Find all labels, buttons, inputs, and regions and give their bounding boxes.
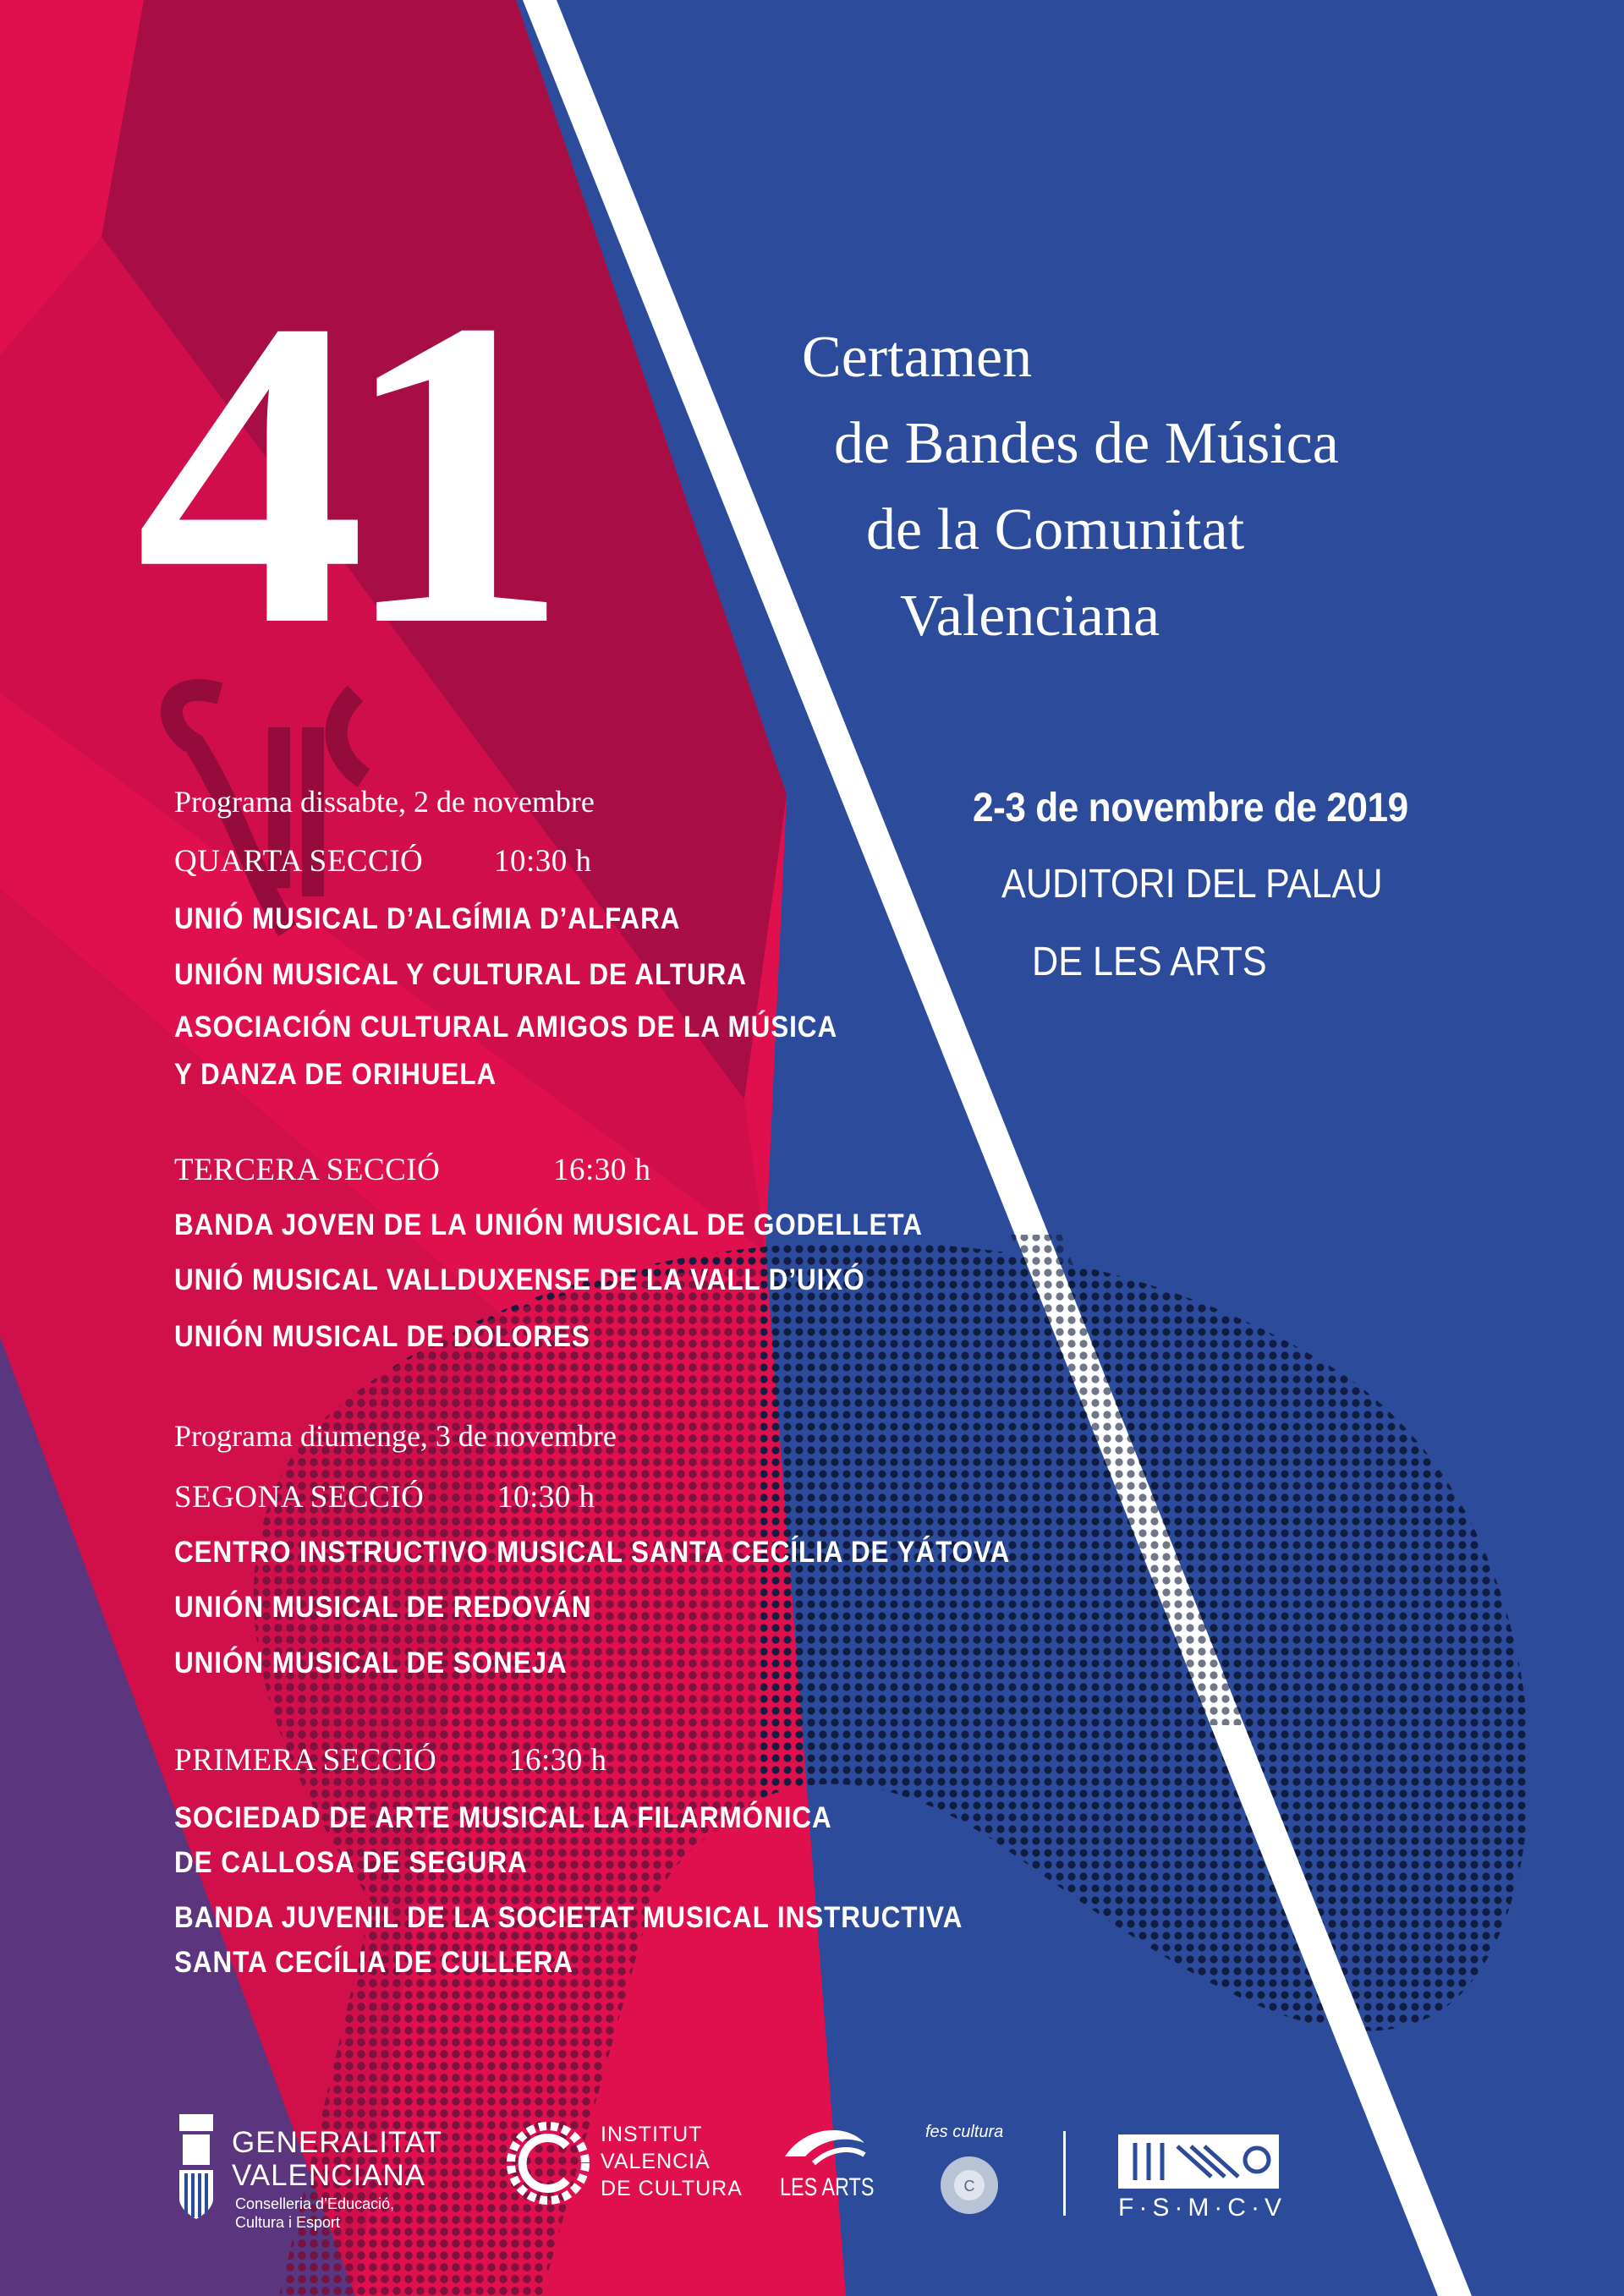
band-name: CENTRO INSTRUCTIVO MUSICAL SANTA CECÍLIA DE YÁTOVA	[174, 1536, 1011, 1569]
ivc-logo-icon	[504, 2119, 592, 2207]
section-primera	[174, 1742, 614, 1778]
ivc-name-line-2: VALENCIÀ	[601, 2150, 710, 2173]
gva-department-line-2: Cultura i Esport	[235, 2214, 341, 2231]
band-name: UNIÓN MUSICAL Y CULTURAL DE ALTURA	[174, 958, 747, 991]
ivc-name-line-3: DE CULTURA	[601, 2177, 743, 2200]
gva-name-line-1: GENERALITAT	[232, 2126, 442, 2159]
section-label: TERCERA SECCIÓ	[174, 1153, 441, 1187]
band-name: Y DANZA DE ORIHUELA	[174, 1058, 497, 1091]
edition-number: 41	[135, 230, 544, 716]
section-time: 16:30 h	[553, 1153, 651, 1187]
title-line-1: Certamen	[802, 325, 1033, 390]
band-name: UNIÓN MUSICAL DE DOLORES	[174, 1320, 590, 1353]
fes-cultura-label: fes cultura	[925, 2123, 1004, 2141]
saturday-heading: Programa dissabte, 2 de novembre	[174, 785, 595, 819]
section-time: 10:30 h	[494, 844, 592, 879]
fsmcv-emblem-icon	[1118, 2134, 1279, 2189]
band-name: UNIÓN MUSICAL DE REDOVÁN	[174, 1591, 592, 1624]
band-name: UNIÓN MUSICAL DE SONEJA	[174, 1647, 568, 1680]
title-line-2: de Bandes de Música	[834, 411, 1339, 476]
title-line-4: Valenciana	[900, 584, 1160, 649]
band-name: ASOCIACIÓN CULTURAL AMIGOS DE LA MÚSICA	[174, 1011, 838, 1044]
title-line-3: de la Comunitat	[866, 497, 1245, 562]
section-label: PRIMERA SECCIÓ	[174, 1743, 437, 1778]
fsmcv-label: F·S·M·C·V	[1118, 2194, 1287, 2222]
gva-department-line-1: Conselleria d’Educació,	[235, 2195, 395, 2212]
section-tercera	[174, 1152, 682, 1188]
generalitat-crest-icon	[174, 2106, 218, 2222]
band-name: UNIÓ MUSICAL D’ALGÍMIA D’ALFARA	[174, 902, 681, 935]
sunday-heading: Programa diumenge, 3 de novembre	[174, 1419, 617, 1453]
band-name: DE CALLOSA DE SEGURA	[174, 1846, 528, 1879]
section-segona	[174, 1479, 614, 1515]
band-name: SANTA CECÍLIA DE CULLERA	[174, 1946, 573, 1979]
svg-text:C: C	[963, 2178, 975, 2195]
band-name: SOCIEDAD DE ARTE MUSICAL LA FILARMÓNICA	[174, 1801, 832, 1834]
band-name: BANDA JUVENIL DE LA SOCIETAT MUSICAL INSTRUCTIVA	[174, 1901, 963, 1934]
band-name: UNIÓ MUSICAL VALLDUXENSE DE LA VALL D’UIXÓ	[174, 1263, 865, 1296]
ivc-name-line-1: INSTITUT	[601, 2123, 703, 2146]
section-quarta	[174, 843, 614, 879]
venue-line-1: AUDITORI DEL PALAU	[1001, 862, 1383, 907]
section-time: 10:30 h	[497, 1480, 595, 1515]
les-arts-logo-icon	[780, 2118, 870, 2172]
les-arts-label: LES ARTS	[780, 2173, 875, 2201]
sponsor-footer	[0, 2089, 1624, 2258]
gva-name-line-2: VALENCIANA	[232, 2159, 426, 2192]
section-label: SEGONA SECCIÓ	[174, 1480, 425, 1515]
venue-line-2: DE LES ARTS	[1032, 940, 1267, 984]
fes-cultura-badge-icon	[937, 2153, 1001, 2217]
footer-divider	[1063, 2131, 1066, 2216]
section-time: 16:30 h	[509, 1743, 607, 1778]
band-name: BANDA JOVEN DE LA UNIÓN MUSICAL DE GODELLETA	[174, 1208, 923, 1241]
section-label: QUARTA SECCIÓ	[174, 844, 424, 879]
event-dates: 2-3 de novembre de 2019	[973, 786, 1408, 830]
